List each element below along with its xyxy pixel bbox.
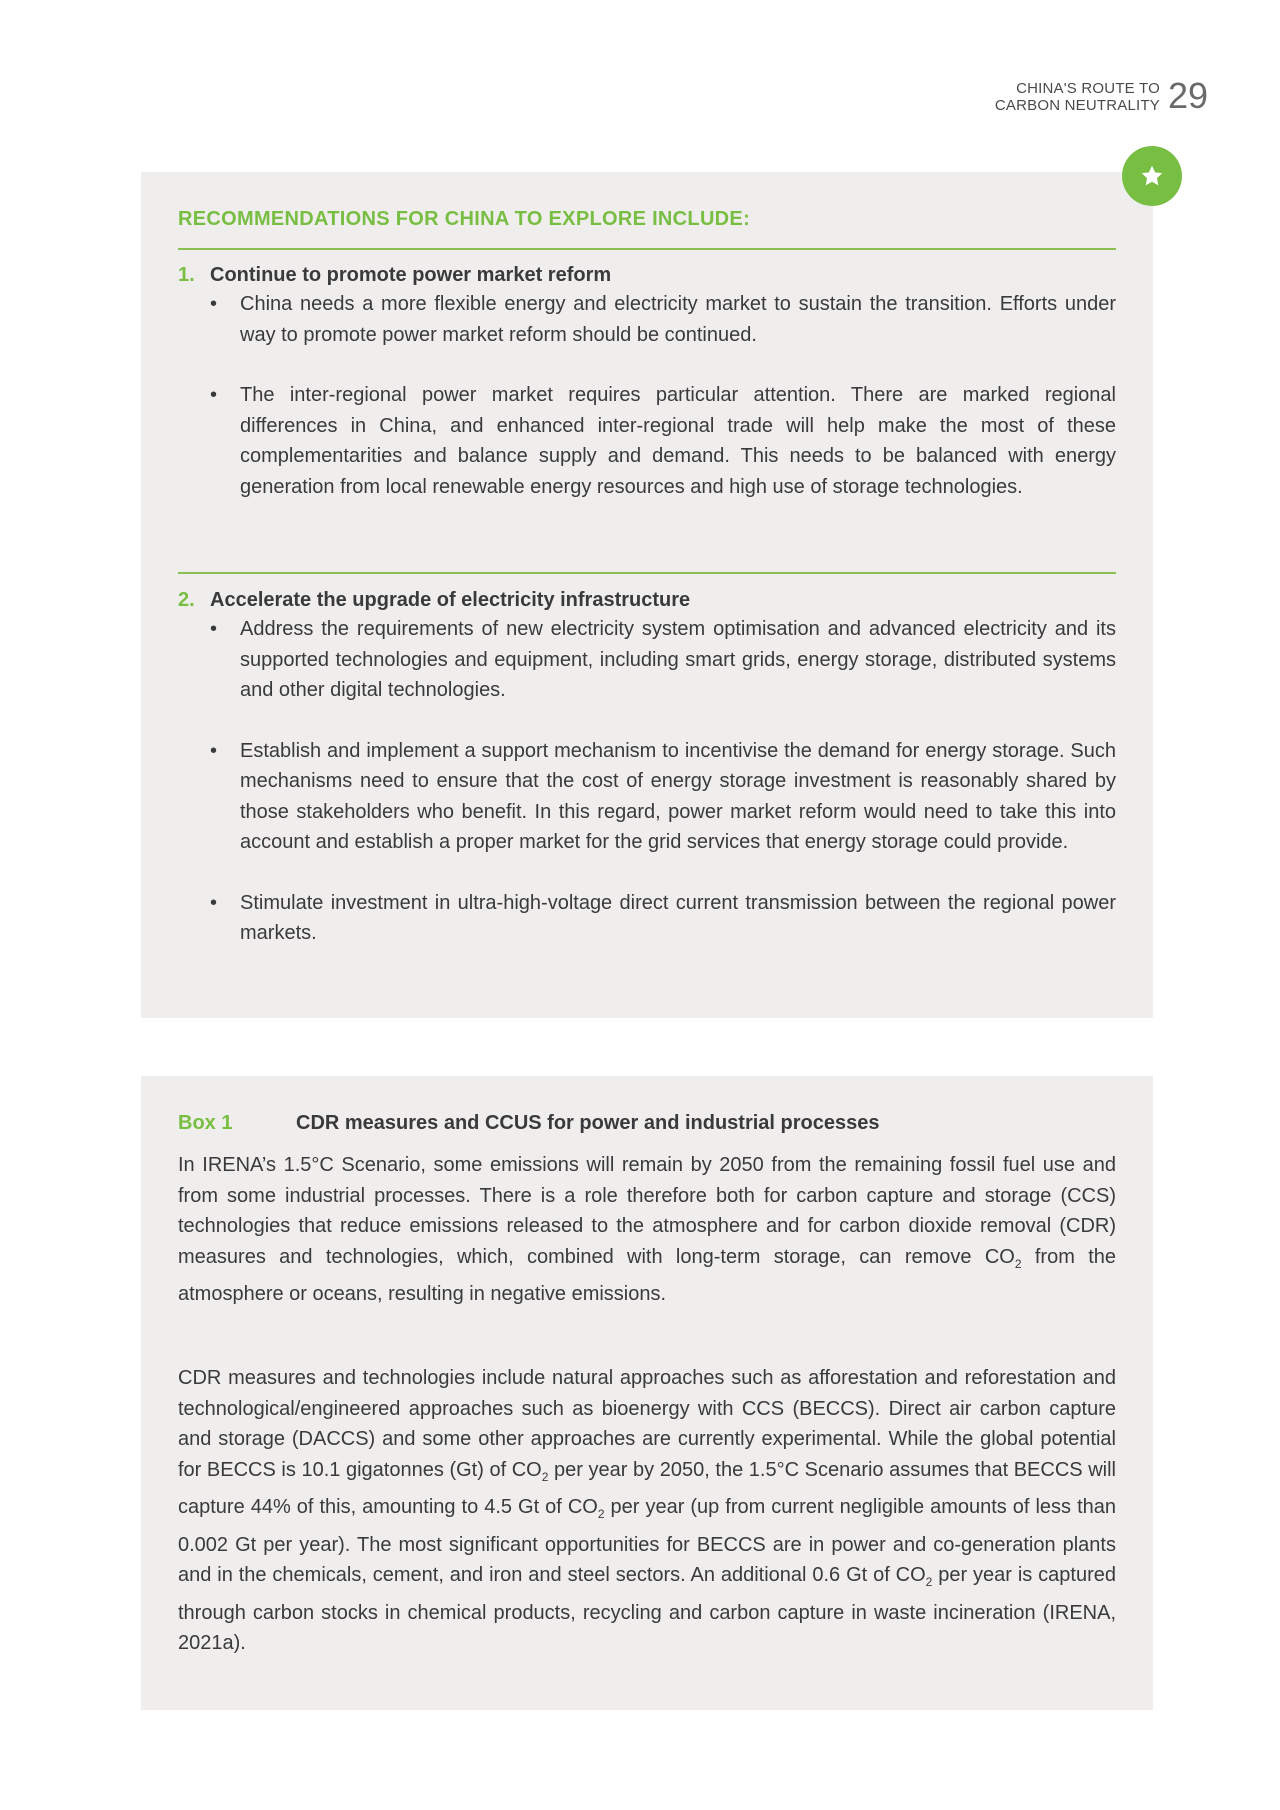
item-heading-text: Continue to promote power market reform: [210, 264, 612, 286]
bullet-icon: •: [210, 739, 218, 762]
divider: [178, 572, 1116, 574]
page-header: [994, 75, 1208, 116]
para-text: per year (up from current negligible amounts of less than 0.002 Gt per year). The most significant opportunities for BECCS are in power and co-generation plants and in the chemicals, cement, and iron and steel sectors. An additional 0.6 Gt of CO: [178, 1496, 1116, 1586]
star-icon: [1139, 163, 1165, 189]
recommendation-item-2: [178, 589, 1116, 949]
para-text: from the atmosphere or oceans, resulting in negative emissions.: [178, 1245, 1116, 1305]
bullet-text: Establish and implement a support mechanism to incentivise the demand for energy storage. Such mechanisms need to ensure that the cost of energy storage investment is reasonably shared by those stakeholders who benefit. In this regard, power market reform would need to take this into account and establish a proper market for the grid services that energy storage could provide.: [240, 739, 1116, 853]
bullet-list: [178, 289, 1116, 502]
item-heading: [178, 589, 1116, 612]
bullet-text: Stimulate investment in ultra-high-voltage direct current transmission between the regional power markets.: [240, 891, 1116, 944]
para-text: CDR measures and technologies include natural approaches such as afforestation and reforestation and technological/engineered approaches such as bioenergy with CCS (BECCS). Direct air carbon capture and storage (DACCS) and some other approaches are currently experimental. While the global potential for BECCS is 10.1 gigatonnes (Gt) of CO: [178, 1367, 1116, 1481]
box-1: [141, 1076, 1153, 1710]
subscript: 2: [541, 1469, 549, 1484]
bullet-item: [178, 614, 1116, 706]
bullet-text: The inter-regional power market requires particular attention. There are marked regional differences in China, and enhanced inter-regional trade will help make the most of these complementarities and balance supply and demand. This needs to be balanced with energy generation from local renewable energy resources and high use of storage technologies.: [240, 384, 1116, 498]
para-text: In IRENA’s 1.5°C Scenario, some emissions will remain by 2050 from the remaining fossil fuel use and from some industrial processes. There is a role therefore both for carbon capture and storage (CCS) technologies that reduce emissions released to the atmosphere and for carbon dioxide removal (CDR) measures and technologies, which, combined with long-term storage, can remove CO: [178, 1154, 1116, 1268]
para-text: per year is captured through carbon stocks in chemical products, recycling and carbon capture in waste incineration (IRENA, 2021a).: [178, 1564, 1116, 1654]
running-title-line2: CARBON NEUTRALITY: [994, 97, 1160, 114]
box-paragraph-1: [178, 1150, 1116, 1310]
subscript: 2: [1014, 1256, 1022, 1271]
bullet-item: [178, 380, 1116, 502]
subscript: 2: [925, 1575, 933, 1589]
bullet-icon: •: [210, 618, 218, 640]
bullet-icon: •: [210, 384, 218, 406]
recommendations-title: RECOMMENDATIONS FOR CHINA TO EXPLORE INCLUDE:: [178, 208, 751, 230]
item-number: 1.: [178, 264, 195, 286]
recommendation-item-1: [178, 264, 1116, 502]
recommendations-box: [141, 172, 1153, 1018]
box-label: Box 1: [178, 1112, 233, 1134]
box-title: CDR measures and CCUS for power and industrial processes: [296, 1112, 880, 1134]
para-text: per year by 2050, the 1.5°C Scenario assumes that BECCS will capture 44% of this, amounting to 4.5 Gt of CO: [178, 1458, 1116, 1518]
subscript: 2: [597, 1507, 605, 1521]
bullet-icon: •: [210, 293, 218, 315]
page-number: 29: [1167, 75, 1208, 116]
bullet-text: China needs a more flexible energy and electricity market to sustain the transition. Efforts under way to promote power market reform should be continued.: [240, 293, 1116, 346]
bullet-list: [178, 614, 1116, 949]
item-heading: [178, 264, 1116, 287]
bullet-item: [178, 736, 1116, 858]
item-number: 2.: [178, 589, 195, 611]
bullet-item: [178, 888, 1116, 949]
divider: [178, 248, 1116, 250]
item-heading-text: Accelerate the upgrade of electricity infrastructure: [210, 589, 691, 611]
running-title: [995, 80, 1160, 114]
star-badge: [1122, 146, 1182, 206]
box-paragraph-2: [178, 1363, 1116, 1659]
bullet-item: [178, 289, 1116, 350]
running-title-line1: CHINA'S ROUTE TO: [1016, 80, 1160, 97]
bullet-text: Address the requirements of new electricity system optimisation and advanced electricity and its supported technologies and equipment, including smart grids, energy storage, distributed systems and other digital technologies.: [240, 618, 1116, 701]
bullet-icon: •: [210, 891, 218, 914]
